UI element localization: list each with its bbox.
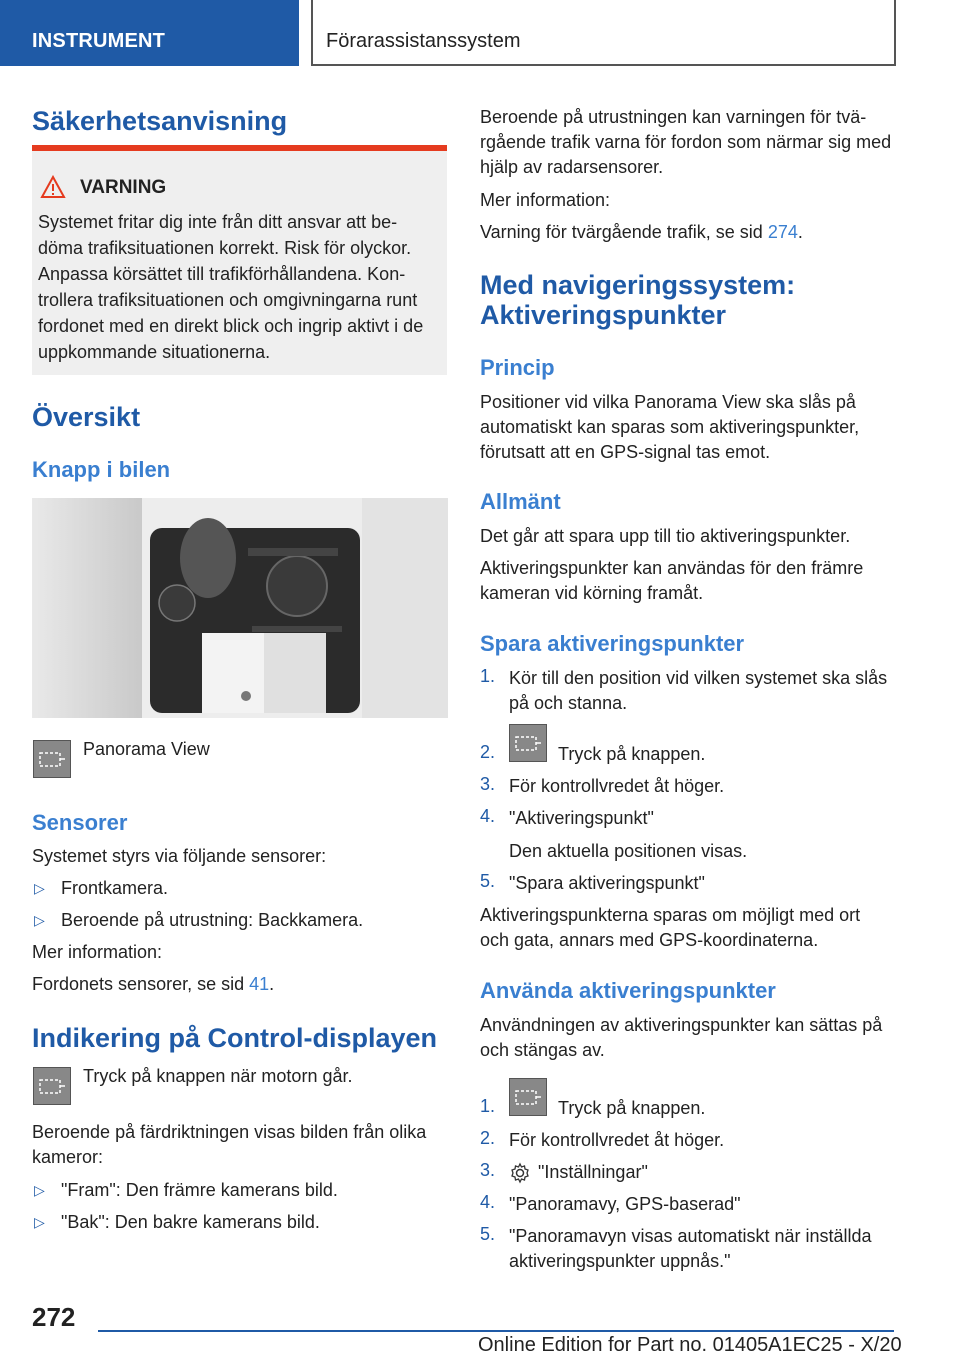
console-photo: [32, 498, 448, 718]
more-info-label: Mer information:: [480, 190, 611, 210]
bullet-triangle-icon: ▷: [34, 1182, 45, 1198]
nav-title-line1: Med navigeringssystem:: [480, 270, 796, 300]
safety-title: Säkerhetsanvisning: [32, 106, 288, 136]
sensors-reference: Fordonets sensorer, se sid 41.: [32, 974, 275, 994]
panorama-view-button-icon[interactable]: [33, 1067, 71, 1105]
cross-traffic-reference: Varning för tvärgående trafik, se sid 274.: [480, 222, 803, 242]
general-title: Allmänt: [480, 489, 561, 514]
overview-title: Översikt: [32, 402, 141, 432]
nav-title-line2: Aktiveringspunkter: [480, 300, 727, 330]
save-title: Spara aktiveringspunkter: [480, 631, 745, 656]
page-number: 272: [32, 1302, 76, 1332]
panorama-view-button-icon[interactable]: [509, 1078, 547, 1116]
footer-edition: Online Edition for Part no. 01405A1EC25 - X/20: [478, 1334, 902, 1356]
header-chapter: Förarassistanssystem: [326, 30, 521, 52]
sensors-intro: Systemet styrs via följande sensorer:: [32, 846, 327, 866]
warning-title: VARNING: [80, 177, 167, 198]
bullet-triangle-icon: ▷: [34, 912, 45, 928]
sensors-title: Sensorer: [32, 810, 128, 835]
save-after-text: Aktiveringspunkterna sparas om möjligt med ort och gata, annars med GPS-koordinaterna.: [480, 905, 861, 950]
footer-rule: [98, 1330, 894, 1332]
principle-text: Positioner vid vilka Panorama View ska slås på automatiskt kan sparas som aktiveringspunkter, förutsatt att en GPS-signal tas emot.: [480, 392, 860, 462]
page-link-41[interactable]: 41: [249, 974, 270, 994]
use-title: Använda aktiveringspunkter: [480, 978, 776, 1003]
use-text: Användningen av aktiveringspunkter kan sättas på och stängas av.: [480, 1015, 883, 1060]
principle-title: Princip: [480, 355, 555, 380]
general-text-2: Aktiveringspunkter kan användas för den främre kameran vid körning framåt.: [480, 558, 864, 603]
display-text: Beroende på färdriktningen visas bilden från olika kameror:: [32, 1122, 427, 1167]
warning-body: Systemet fritar dig inte från ditt ansvar att be-döma trafiksituationen korrekt. Risk för olyckor. Anpassa körsättet till trafikförhållandena. Kon-trollera trafiksituationen och omgivningarna runt fordonet med en direkt blick och ingrip aktivt i de uppkommande situationerna.: [38, 212, 424, 362]
bullet-triangle-icon: ▷: [34, 1214, 45, 1230]
bullet-triangle-icon: ▷: [34, 880, 45, 896]
display-title: Indikering på Control-displayen: [32, 1023, 438, 1053]
warning-triangle-icon: [40, 175, 66, 204]
panorama-view-button-icon[interactable]: [509, 724, 547, 762]
cross-traffic-intro: Beroende på utrustningen kan varningen för tvä-rgående trafik varna för fordon som närmar sig med hjälp av radarsensorer.: [480, 107, 892, 177]
header-section: INSTRUMENT: [32, 30, 166, 52]
more-info-label: Mer information:: [32, 942, 163, 962]
header-section-tab: [0, 0, 299, 66]
page-link-274[interactable]: 274: [767, 222, 798, 242]
panorama-view-label: Panorama View: [83, 739, 210, 759]
gear-icon: [509, 1162, 531, 1189]
general-text-1: Det går att spara upp till tio aktiveringspunkter.: [480, 526, 851, 546]
header-chapter-box: [311, 0, 896, 66]
panorama-view-button-icon[interactable]: [33, 740, 71, 778]
warning-box: [32, 145, 447, 375]
button-title: Knapp i bilen: [32, 457, 171, 482]
display-press-text: Tryck på knappen när motorn går.: [83, 1066, 353, 1086]
